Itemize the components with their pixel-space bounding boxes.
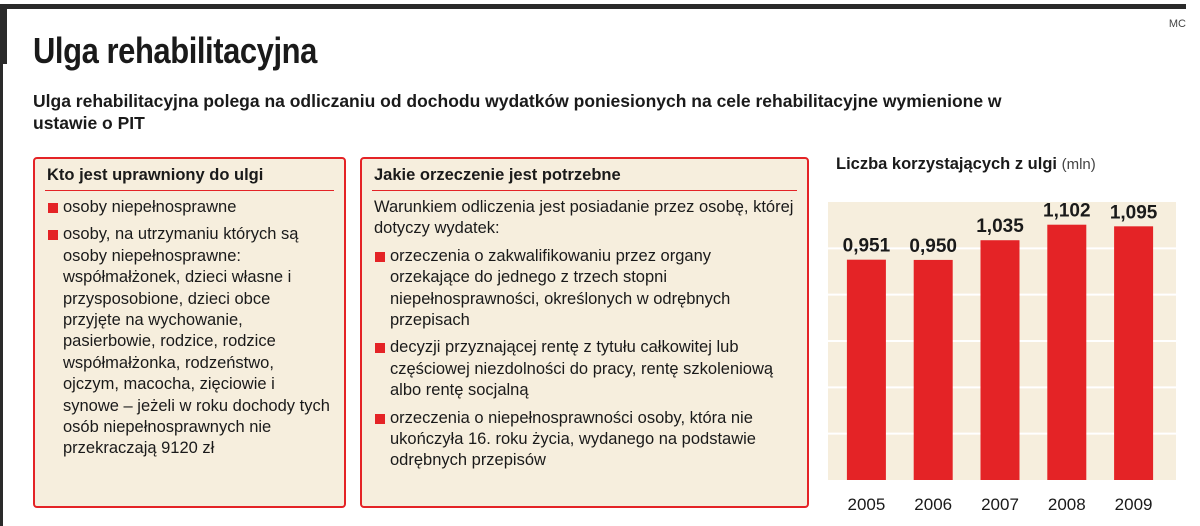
x-tick-label: 2007 bbox=[981, 495, 1019, 514]
bar bbox=[1114, 226, 1153, 480]
x-tick-label: 2006 bbox=[914, 495, 953, 514]
left-thin-rule bbox=[0, 64, 3, 526]
certificate-intro: Warunkiem odliczenia jest posiadanie przez osobę, której dotyczy wydatek: bbox=[374, 198, 794, 238]
eligibility-heading: Kto jest uprawniony do ulgi bbox=[47, 166, 264, 184]
bullet-square-icon bbox=[375, 414, 385, 424]
bar-value-label: 1,035 bbox=[976, 216, 1024, 238]
chart-title-text: Liczba korzystających z ulgi bbox=[836, 155, 1057, 173]
certificate-list bbox=[374, 246, 795, 472]
bar-value-label: 1,095 bbox=[1109, 202, 1158, 224]
bullet-square-icon bbox=[375, 252, 385, 262]
bar bbox=[1047, 225, 1086, 480]
list-item-text: orzeczenia o zakwalifikowaniu przez organy orzekające do jednego z trzech stopni niepełnosprawności, określonych w odrębnych przepisach bbox=[390, 246, 731, 330]
list-item bbox=[47, 224, 332, 459]
top-rule bbox=[0, 4, 1186, 9]
list-item bbox=[374, 337, 795, 401]
list-item bbox=[374, 408, 795, 472]
bar bbox=[847, 260, 886, 480]
bar-chart bbox=[828, 190, 1180, 520]
bar-value-label: 0,951 bbox=[842, 235, 891, 257]
list-item-text: orzeczenia o niepełnosprawności osoby, która nie ukończyła 16. roku życia, wydanego na podstawie odrębnych przepisów bbox=[390, 408, 756, 470]
lead-text: Ulga rehabilitacyjna polega na odliczaniu od dochodu wydatków poniesionych na cele rehabilitacyjne wymienione w ustawie o PIT bbox=[33, 91, 1002, 133]
list-item-text: osoby, na utrzymaniu których są osoby niepełnosprawne: współmałżonek, dzieci własne i przysposobione, dzieci obce przyjęte na wychowanie, pasierbowie, rodzice, rodzice współmałżonka, rodzeństwo, ojczym, macocha, zięciowie i synowe – jeżeli w roku dochody tych osób niepełnosprawnych nie przekraczają 9120 zł bbox=[63, 225, 330, 458]
bullet-square-icon bbox=[48, 230, 58, 240]
list-item-text: decyzji przyznającej rentę z tytułu całkowitej lub częściowej niezdolności do pracy, rentę szkoleniową albo rentę socjalną bbox=[390, 338, 774, 400]
chart-title bbox=[836, 155, 1096, 174]
list-item bbox=[47, 197, 332, 218]
x-tick-label: 2005 bbox=[847, 495, 886, 514]
x-tick-label: 2009 bbox=[1114, 495, 1153, 514]
eligibility-list bbox=[47, 197, 332, 460]
eligibility-box bbox=[33, 157, 346, 508]
certificate-box bbox=[360, 157, 809, 508]
bar bbox=[981, 240, 1020, 480]
x-tick-label: 2008 bbox=[1047, 495, 1086, 514]
bullet-square-icon bbox=[375, 343, 385, 353]
bar bbox=[914, 260, 953, 480]
bar-value-label: 0,950 bbox=[909, 235, 957, 257]
author-credit: MC bbox=[1168, 18, 1186, 30]
chart-unit: (mln) bbox=[1061, 156, 1096, 173]
certificate-heading: Jakie orzeczenie jest potrzebne bbox=[374, 166, 621, 184]
bar-value-label: 1,102 bbox=[1043, 200, 1091, 222]
list-item bbox=[374, 246, 795, 332]
page-title: Ulga rehabilitacyjna bbox=[33, 30, 317, 71]
bullet-square-icon bbox=[48, 203, 58, 213]
list-item-text: osoby niepełnosprawne bbox=[63, 198, 237, 216]
left-rule bbox=[0, 4, 7, 64]
